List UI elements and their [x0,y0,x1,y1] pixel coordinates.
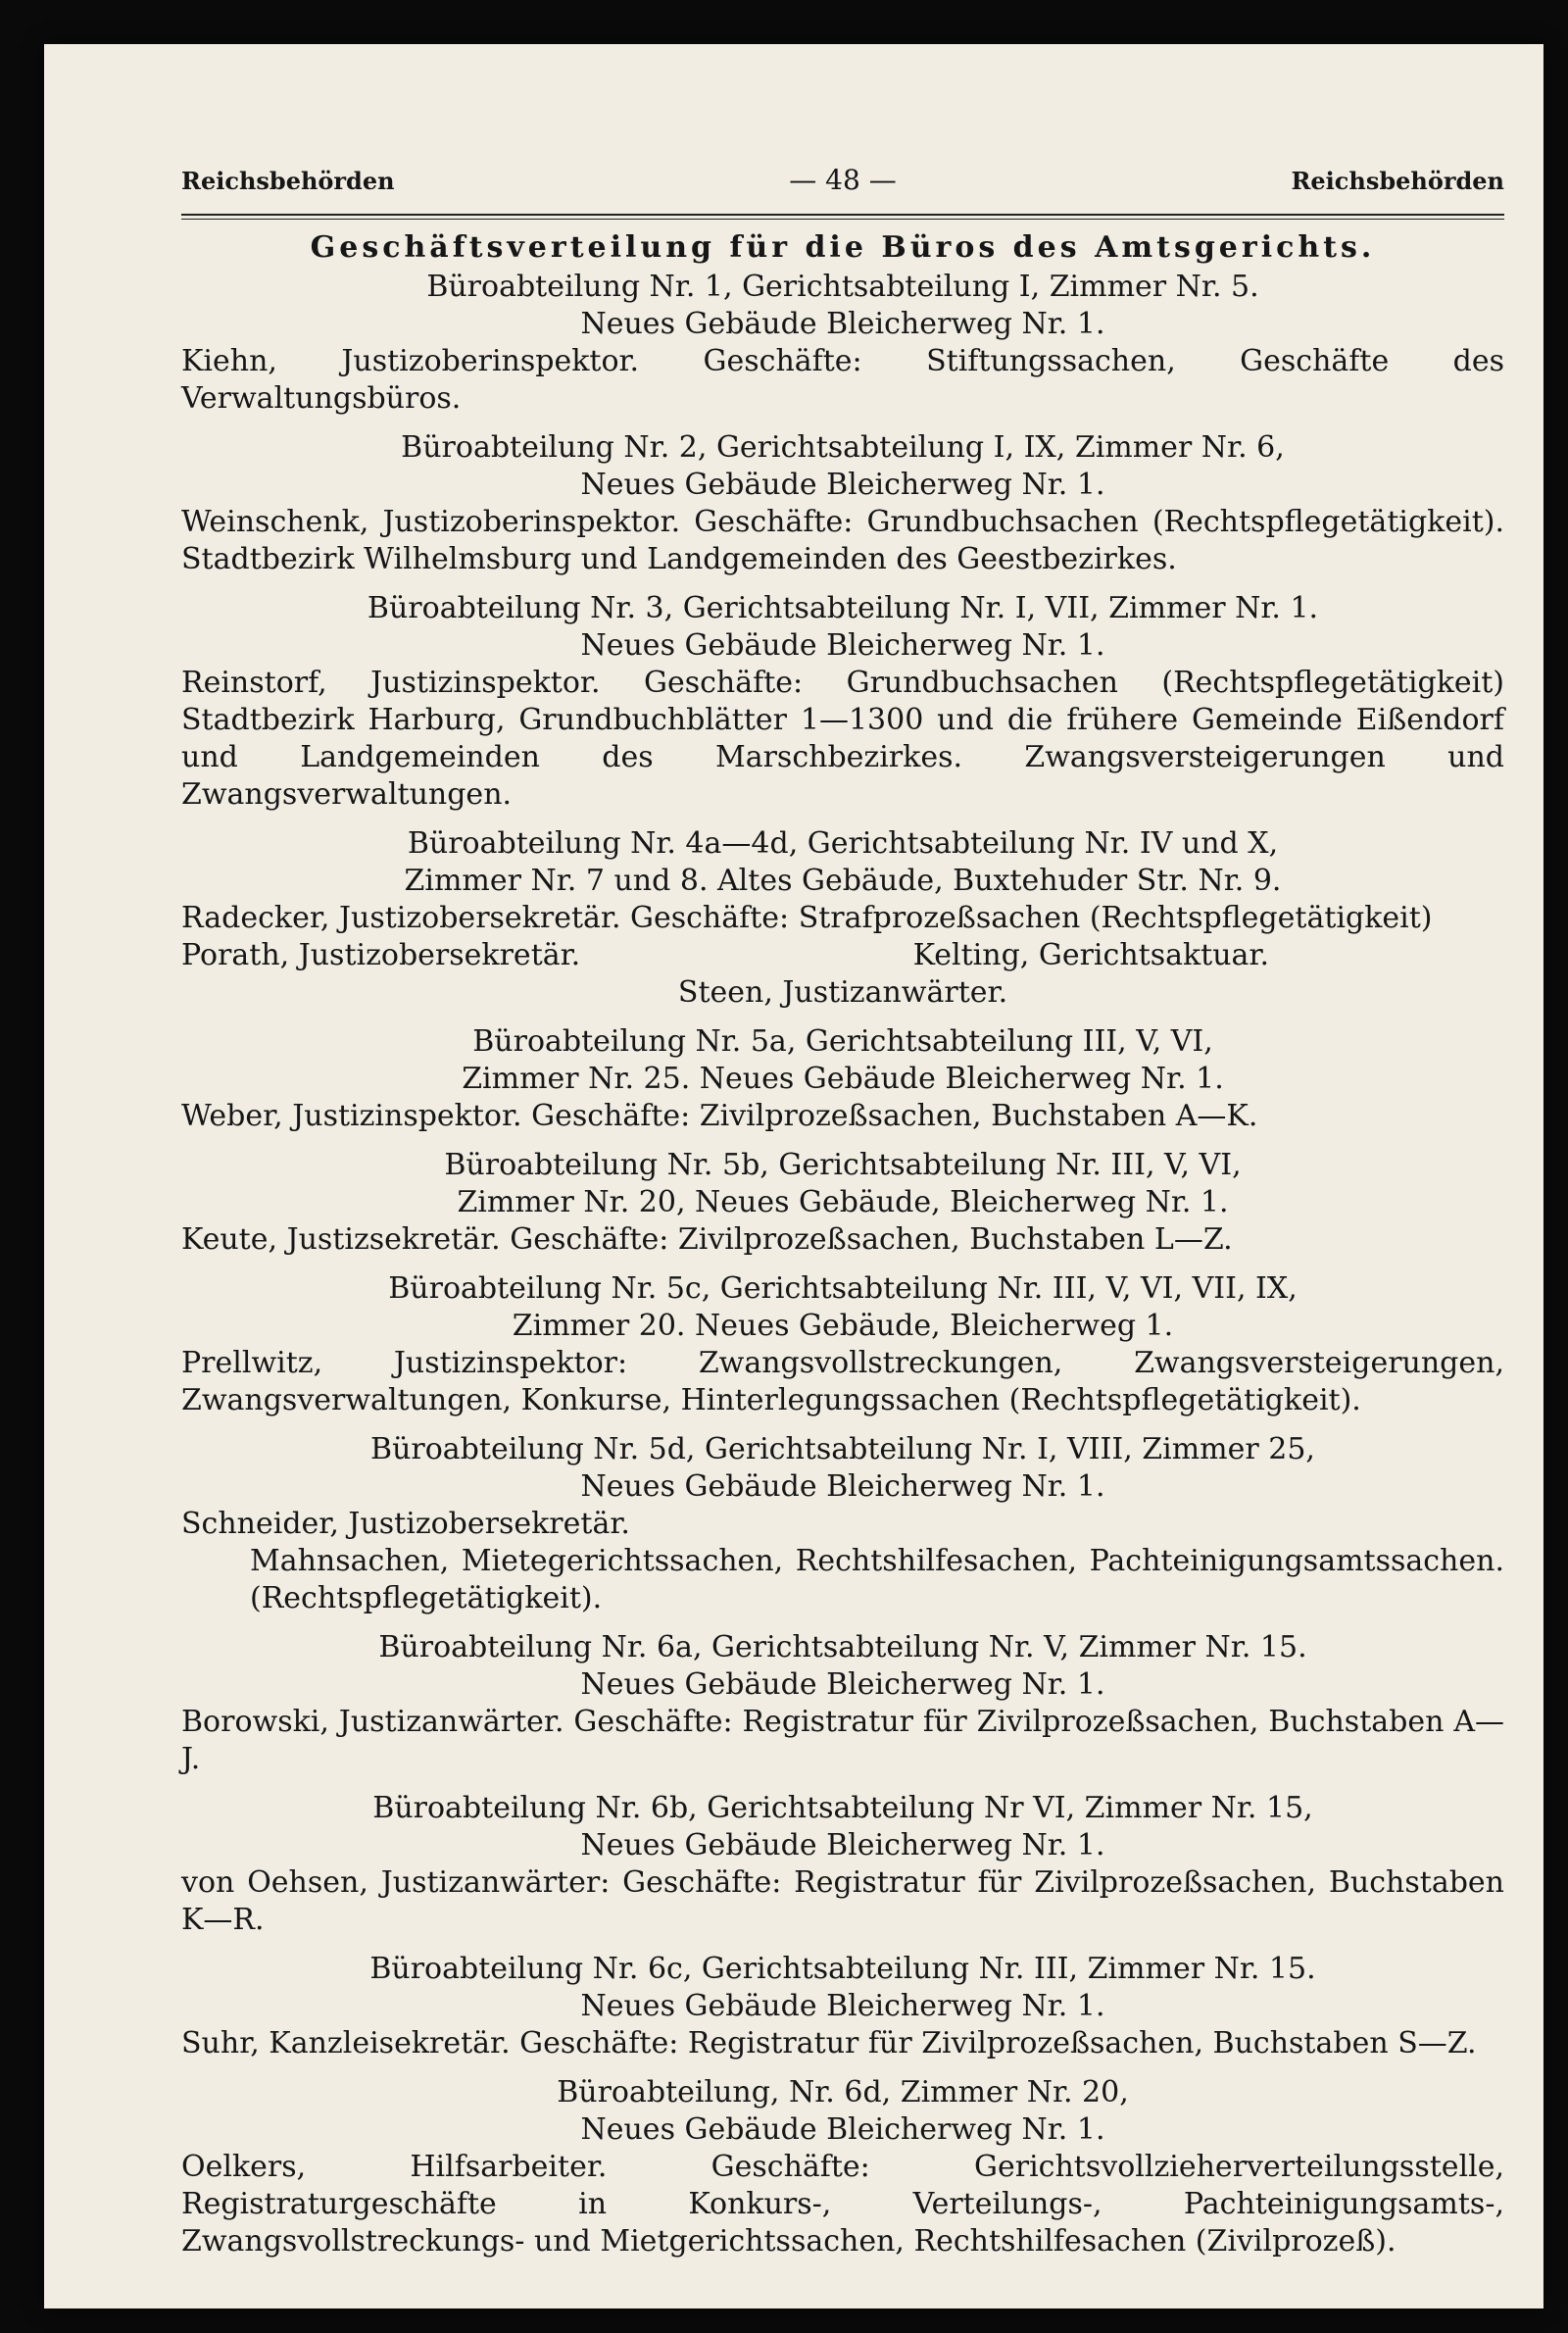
staff-left: Porath, Justizobersekretär. [181,938,581,972]
section-duties: Mahnsachen, Mietegerichtssachen, Rechtshilfesachen, Pachteinigungsamtssachen. (Rechtspflegetätigkeit). [250,1544,1504,1615]
section-subheading: Neues Gebäude Bleicherweg Nr. 1. [580,1469,1105,1504]
section-subheading: Neues Gebäude Bleicherweg Nr. 1. [580,1828,1105,1862]
section-7 [181,1270,1504,1419]
section-subheading: Neues Gebäude Bleicherweg Nr. 1. [580,628,1105,663]
section-body: Kiehn, Justizoberinspektor. Geschäfte: Stiftungssachen, Geschäfte des Verwaltungsbüros. [181,344,1504,416]
section-body: Radecker, Justizobersekretär. Geschäfte: Strafprozeßsachen (Rechtspflegetätigkeit) [181,901,1433,935]
section-heading: Büroabteilung Nr. 4a—4d, Gerichtsabteilung Nr. IV und X, [407,826,1279,861]
header-right: Reichsbehörden [1291,167,1504,195]
section-body: Schneider, Justizobersekretär. [181,1507,630,1541]
section-body: Suhr, Kanzleisekretär. Geschäfte: Registratur für Zivilprozeßsachen, Buchstaben S—Z. [181,2026,1477,2060]
section-2 [181,429,1504,578]
section-subheading: Neues Gebäude Bleicherweg Nr. 1. [580,1989,1105,2023]
section-subheading: Neues Gebäude Bleicherweg Nr. 1. [580,2112,1105,2147]
header-rule [181,214,1504,220]
section-body: Prellwitz, Justizinspektor: Zwangsvollstreckungen, Zwangsversteigerungen, Zwangsverwaltungen, Konkurse, Hinterlegungssachen (Rechtspflegetätigkeit). [181,1346,1504,1417]
section-12 [181,2074,1504,2260]
section-10 [181,1790,1504,1939]
section-1 [181,269,1504,418]
section-body: Weinschenk, Justizoberinspektor. Geschäfte: Grundbuchsachen (Rechtspflegetätigkeit). Stadtbezirk Wilhelmsburg und Landgemeinden des Geestbezirkes. [181,505,1504,576]
section-8 [181,1431,1504,1617]
staff-row [181,937,1504,974]
section-heading: Büroabteilung, Nr. 6d, Zimmer Nr. 20, [557,2075,1129,2110]
section-subheading: Zimmer 20. Neues Gebäude, Bleicherweg 1. [512,1309,1174,1343]
section-subheading: Neues Gebäude Bleicherweg Nr. 1. [580,468,1105,502]
section-subheading: Neues Gebäude Bleicherweg Nr. 1. [580,1667,1105,1702]
page-number: — 48 — [789,164,897,196]
section-3 [181,590,1504,814]
section-body: Borowski, Justizanwärter. Geschäfte: Registratur für Zivilprozeßsachen, Buchstaben A—J. [181,1705,1504,1776]
section-heading: Büroabteilung Nr. 5b, Gerichtsabteilung Nr. III, V, VI, [444,1148,1242,1182]
section-subheading: Zimmer Nr. 7 und 8. Altes Gebäude, Buxtehuder Str. Nr. 9. [404,864,1282,898]
section-11 [181,1951,1504,2062]
section-heading: Büroabteilung Nr. 5a, Gerichtsabteilung III, V, VI, [472,1024,1213,1059]
section-9 [181,1629,1504,1778]
section-5 [181,1023,1504,1135]
section-subheading: Zimmer Nr. 25. Neues Gebäude Bleicherweg Nr. 1. [462,1062,1224,1096]
section-heading: Büroabteilung Nr. 5c, Gerichtsabteilung Nr. III, V, VI, VII, IX, [388,1271,1298,1306]
section-body: Weber, Justizinspektor. Geschäfte: Zivilprozeßsachen, Buchstaben A—K. [181,1099,1258,1133]
section-body: Keute, Justizsekretär. Geschäfte: Zivilprozeßsachen, Buchstaben L—Z. [181,1222,1233,1257]
section-heading: Büroabteilung Nr. 6c, Gerichtsabteilung Nr. III, Zimmer Nr. 15. [369,1952,1316,1986]
section-heading: Büroabteilung Nr. 2, Gerichtsabteilung I, IX, Zimmer Nr. 6, [401,430,1285,465]
section-4 [181,825,1504,1012]
running-header [181,162,1504,214]
section-heading: Büroabteilung Nr. 3, Gerichtsabteilung Nr. I, VII, Zimmer Nr. 1. [367,591,1319,625]
section-subheading: Zimmer Nr. 20, Neues Gebäude, Bleicherweg Nr. 1. [457,1185,1229,1219]
document-page [44,44,1544,2308]
header-left: Reichsbehörden [181,167,395,195]
section-body: Reinstorf, Justizinspektor. Geschäfte: Grundbuchsachen (Rechtspflegetätigkeit) Stadtbezirk Harburg, Grundbuchblätter 1—1300 und die frühere Gemeinde Eißendorf und Landgemeinden des Marschbezirkes. Zwangsversteigerungen und Zwangsverwaltungen. [181,666,1504,812]
staff-right: Kelting, Gerichtsaktuar. [912,938,1269,972]
staff-center: Steen, Justizanwärter. [677,975,1008,1010]
section-heading: Büroabteilung Nr. 1, Gerichtsabteilung I, Zimmer Nr. 5. [426,270,1259,304]
section-body: Oelkers, Hilfsarbeiter. Geschäfte: Gerichtsvollzieherverteilungsstelle, Registraturgeschäfte in Konkurs-, Verteilungs-, Pachteinigungsamts-, Zwangsvollstreckungs- und Mietgerichtssachen, Rechtshilfesachen (Zivilprozeß). [181,2150,1504,2259]
section-heading: Büroabteilung Nr. 6a, Gerichtsabteilung Nr. V, Zimmer Nr. 15. [378,1630,1307,1664]
page-content [181,162,1504,2260]
section-body: von Oehsen, Justizanwärter: Geschäfte: Registratur für Zivilprozeßsachen, Buchstaben K—R. [181,1865,1504,1937]
section-heading: Büroabteilung Nr. 5d, Gerichtsabteilung Nr. I, VIII, Zimmer 25, [370,1432,1315,1466]
section-6 [181,1147,1504,1259]
section-heading: Büroabteilung Nr. 6b, Gerichtsabteilung Nr VI, Zimmer Nr. 15, [372,1791,1313,1825]
section-subheading: Neues Gebäude Bleicherweg Nr. 1. [580,307,1105,341]
page-title: Geschäftsverteilung für die Büros des Amtsgerichts. [310,230,1376,265]
